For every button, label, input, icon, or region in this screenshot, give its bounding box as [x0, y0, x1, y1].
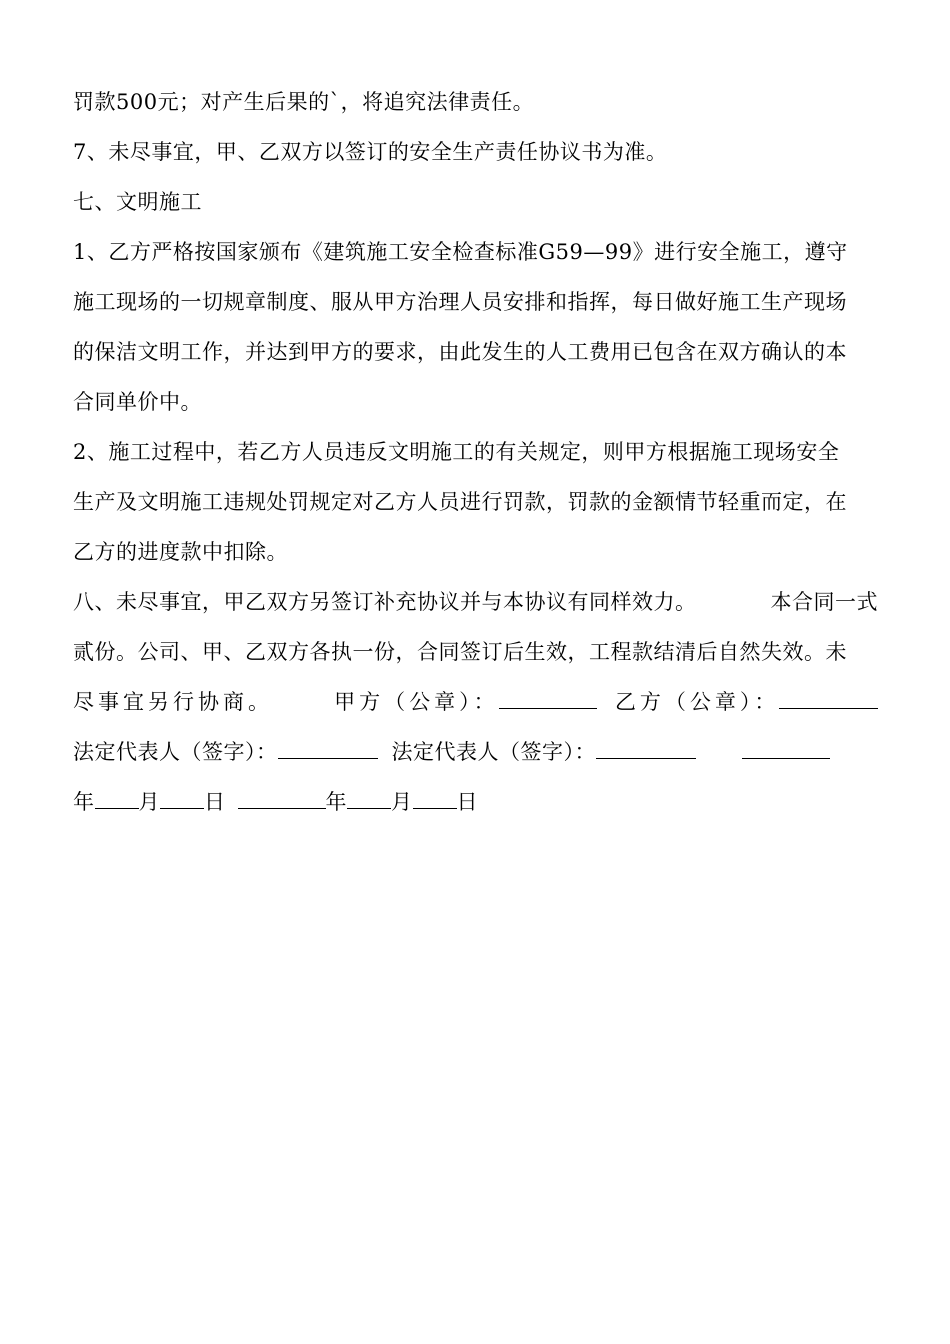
paragraph-line	[73, 527, 878, 577]
party-b-seal-label: 乙方（公章）：	[614, 690, 780, 714]
paragraph-line	[73, 127, 878, 177]
date-month-label: 月	[138, 790, 160, 814]
paragraph-line	[73, 227, 878, 277]
paragraph-line	[73, 327, 878, 377]
rep-b-label: 法定代表人（签字）：	[391, 740, 596, 764]
line-text: 1、乙方严格按国家颁布《建筑施工安全检查标准G59—99》进行安全施工，遵守	[73, 240, 848, 264]
signature-row-reps	[73, 727, 878, 777]
signature-row-seals	[73, 677, 878, 727]
line-text: 贰份。公司、甲、乙双方各执一份，合同签订后生效，工程款结清后自然失效。未	[73, 640, 847, 664]
section-heading	[73, 177, 878, 227]
line-text: 罚款500元；对产生后果的`，将追究法律责任。	[73, 90, 535, 114]
line-text: 2、施工过程中，若乙方人员违反文明施工的有关规定，则甲方根据施工现场安全	[73, 440, 840, 464]
party-b-year-blank	[742, 740, 830, 759]
paragraph-line	[73, 577, 878, 627]
line-text: 生产及文明施工违规处罚规定对乙方人员进行罚款，罚款的金额情节轻重而定，在	[73, 490, 847, 514]
paragraph-line	[73, 627, 878, 677]
date-year-label: 年	[73, 790, 95, 814]
rep-b-signature-blank	[596, 740, 696, 759]
line-text: 八、未尽事宜，甲乙双方另签订补充协议并与本协议有同样效力。	[73, 590, 697, 614]
line-text: 本合同一式	[770, 590, 878, 614]
party-a-seal-blank	[499, 690, 598, 709]
line-text: 的保洁文明工作，并达到甲方的要求，由此发生的人工费用已包含在双方确认的本	[73, 340, 847, 364]
paragraph-line	[73, 277, 878, 327]
line-text: 尽事宜另行协商。	[73, 690, 273, 714]
heading-text: 七、文明施工	[73, 190, 202, 214]
rep-a-label: 法定代表人（签字）：	[73, 740, 278, 764]
party-a-day-blank	[160, 790, 204, 809]
date-day-label: 日	[204, 790, 226, 814]
paragraph-line	[73, 427, 878, 477]
document-page	[73, 77, 878, 827]
party-b-seal-blank	[779, 690, 878, 709]
paragraph-line	[73, 377, 878, 427]
date-day-label: 日	[456, 790, 478, 814]
rep-a-signature-blank	[278, 740, 378, 759]
line-text: 乙方的进度款中扣除。	[73, 540, 288, 564]
date-year-label: 年	[325, 790, 347, 814]
party-b-year-blank-2	[238, 790, 326, 809]
party-a-month-blank	[95, 790, 139, 809]
party-b-day-blank	[413, 790, 457, 809]
line-text: 施工现场的一切规章制度、服从甲方治理人员安排和指挥，每日做好施工生产现场	[73, 290, 847, 314]
paragraph-line	[73, 477, 878, 527]
party-a-seal-label: 甲方（公章）：	[334, 690, 499, 714]
line-text: 合同单价中。	[73, 390, 202, 414]
date-month-label: 月	[391, 790, 413, 814]
line-text: 7、未尽事宜，甲、乙双方以签订的安全生产责任协议书为准。	[73, 140, 668, 164]
signature-row-dates	[73, 777, 878, 827]
paragraph-line	[73, 77, 878, 127]
party-b-month-blank	[347, 790, 391, 809]
